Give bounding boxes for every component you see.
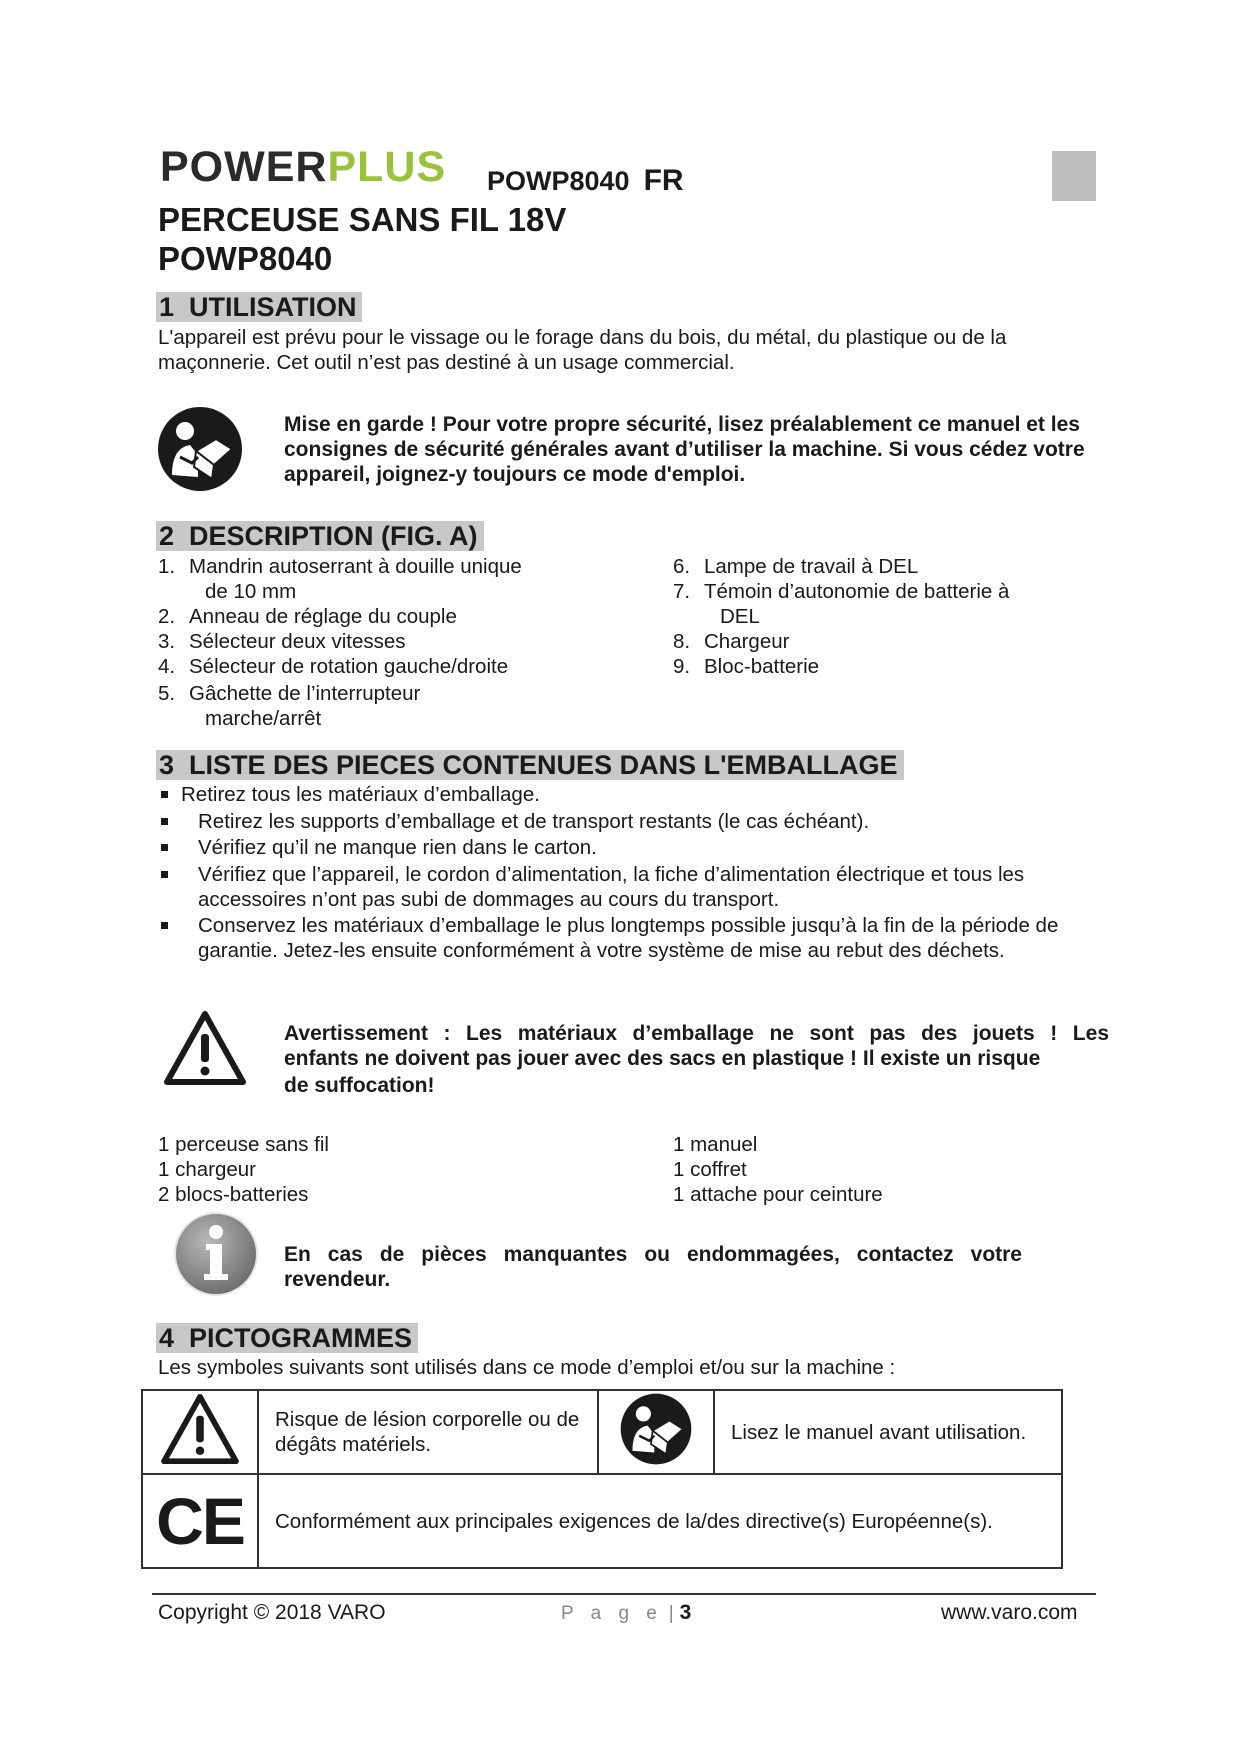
section-heading-pictograms: 4 PICTOGRAMMES: [156, 1323, 418, 1353]
section-heading-package-contents: 3 LISTE DES PIECES CONTENUES DANS L'EMBALLAGE: [156, 750, 904, 780]
footer-website: www.varo.com: [941, 1601, 1078, 1624]
list-item: 1 attache pour ceinture: [673, 1183, 883, 1206]
table-cell-icon: [598, 1390, 714, 1474]
list-item: 2. Anneau de réglage du couple: [158, 605, 457, 628]
list-item: 5. Gâchette de l’interrupteur marche/arrêt: [158, 682, 421, 730]
footer-divider: [152, 1593, 1096, 1595]
table-row: [142, 1390, 1062, 1474]
list-item: 6. Lampe de travail à DEL: [673, 555, 919, 578]
language-code: FR: [643, 164, 684, 197]
packaging-warning-text: Avertissement : Les matériaux d’emballage ne sont pas des jouets ! Les enfants ne doivent pas jouer avec des sacs en plastique ! Il existe un risque de suffocation!: [284, 1022, 1109, 1097]
list-item: 1 coffret: [673, 1158, 747, 1181]
unpacking-bullets: [158, 782, 1118, 965]
title-line-2: POWP8040: [158, 240, 333, 277]
list-item: 1. Mandrin autoserrant à douille unique de 10 mm: [158, 555, 522, 603]
pictograms-intro: Les symboles suivants sont utilisés dans ce mode d’emploi et/ou sur la machine :: [158, 1356, 896, 1379]
list-item: Vérifiez que l’appareil, le cordon d’alimentation, la fiche d’alimentation électrique et tous les accessoires n’ont pas subi de dommages au cours du transport.: [158, 862, 1088, 912]
ce-mark-icon: CE: [156, 1484, 244, 1558]
footer-page: P a g e |3: [561, 1601, 692, 1624]
header-model: [487, 166, 684, 196]
table-cell: Conformément aux principales exigences de la/des directive(s) Européenne(s).: [258, 1474, 1062, 1568]
table-cell-icon: [142, 1390, 258, 1474]
info-icon: [172, 1210, 260, 1303]
list-item: 3. Sélecteur deux vitesses: [158, 630, 406, 653]
page-tab-marker: [1052, 151, 1096, 201]
read-manual-icon: [156, 405, 244, 498]
page-number: 3: [679, 1601, 692, 1624]
pictograms-table: [141, 1389, 1063, 1569]
package-contents-right: [673, 1132, 883, 1207]
document-title: [158, 200, 566, 278]
logo-power: POWER: [160, 143, 328, 191]
list-item: 9. Bloc-batterie: [673, 655, 820, 678]
missing-parts-info: En cas de pièces manquantes ou endommagées, contactez votre revendeur.: [284, 1243, 1022, 1291]
title-line-1: PERCEUSE SANS FIL 18V: [158, 201, 567, 238]
warning-triangle-icon: [159, 1447, 241, 1470]
powerplus-logo: [160, 143, 447, 191]
description-list-left: [158, 554, 618, 731]
footer-copyright: Copyright © 2018 VARO: [158, 1601, 386, 1624]
list-item: Vérifiez qu’il ne manque rien dans le carton.: [158, 835, 1118, 860]
list-item: 7. Témoin d’autonomie de batterie à DEL: [673, 580, 1010, 628]
list-item: Retirez tous les matériaux d’emballage.: [158, 782, 1118, 807]
list-item: 8. Chargeur: [673, 630, 790, 653]
logo-plus: PLUS: [327, 143, 447, 191]
section-heading-utilisation: 1 UTILISATION: [156, 292, 362, 322]
list-item: Conservez les matériaux d’emballage le plus longtemps possible jusqu’à la fin de la période de garantie. Jetez-les ensuite conformément à votre système de mise au rebut des déchets.: [158, 913, 1103, 963]
list-item: 1 perceuse sans fil: [158, 1133, 329, 1156]
model-number: POWP8040: [487, 166, 630, 196]
table-cell: Risque de lésion corporelle ou de dégâts matériels.: [258, 1390, 598, 1474]
table-cell: Lisez le manuel avant utilisation.: [714, 1390, 1062, 1474]
table-row: [142, 1474, 1062, 1568]
package-contents-left: [158, 1132, 329, 1207]
list-item: 1 chargeur: [158, 1158, 257, 1181]
section-heading-description: 2 DESCRIPTION (FIG. A): [156, 521, 484, 551]
list-item: 1 manuel: [673, 1133, 758, 1156]
list-item: 2 blocs-batteries: [158, 1183, 309, 1206]
description-list-right: [673, 554, 1113, 679]
utilisation-text: L'appareil est prévu pour le vissage ou le forage dans du bois, du métal, du plastique ou de la maçonnerie. Cet outil n’est pas destiné à un usage commercial.: [158, 326, 1007, 374]
warning-triangle-icon: [163, 1010, 247, 1091]
table-cell-icon: [142, 1474, 258, 1568]
read-manual-icon: [619, 1448, 693, 1471]
list-item: 4. Sélecteur de rotation gauche/droite: [158, 655, 509, 678]
safety-warning-text: Mise en garde ! Pour votre propre sécurité, lisez préalablement ce manuel et les consignes de sécurité générales avant d’utiliser la machine. Si vous cédez votre appareil, joignez-y toujours ce mode d'emploi.: [284, 413, 1085, 486]
list-item: Retirez les supports d’emballage et de transport restants (le cas échéant).: [158, 809, 1118, 834]
